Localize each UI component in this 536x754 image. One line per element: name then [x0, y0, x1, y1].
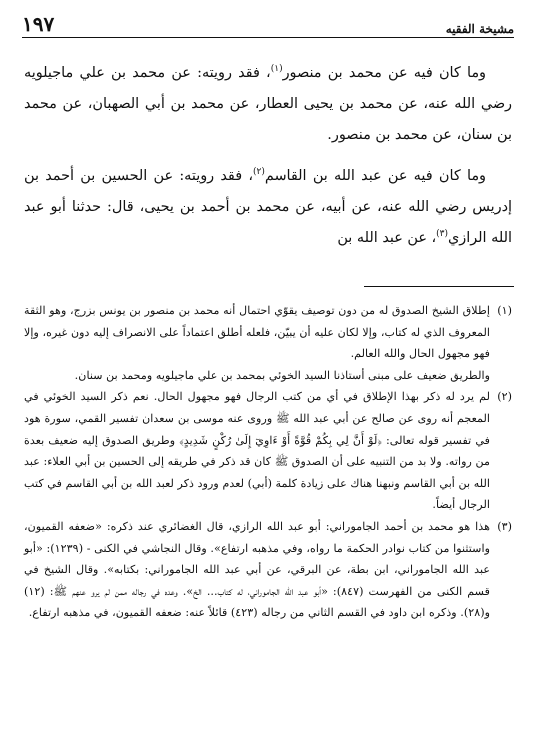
footnote-reference: (١) — [270, 64, 283, 75]
paragraph-text: ، فقد رويته: عن الحسين بن أحمد بن إدريس رضي الله عنه، عن أبيه، عن محمد بن أحمد بن يحيى، قال: حدثنا أبو عبد الله الرازي — [24, 168, 512, 246]
paragraph-text: وما كان فيه عن محمد بن منصور — [282, 65, 487, 81]
header-divider — [22, 37, 514, 38]
footnote-text: لم يرد له ذكر بهذا الإطلاق في أي من كتب الرجال فهو مجهول الحال. نعم ذكر السيد الخوئي في المعجم أنه روى عن صالح عن أبي عبد الله ﷺ وروى عنه موسى بن سعدان تفسير القمي، سورة هود في تفسير قوله تعالى: ﴿لَوْ أَنَّ لِي بِكُمْ قُوَّةً أَوْ ءَاوِيٓ إِلَىٰ رُكْنٍ شَدِيدٍ﴾ وطريق الصدوق إليه ضعيف بعدة من رواته. ولا بد من التنبيه على أن الصدوق ﷺ كان قد ذكر في طريقه إلى الحسين بن أبي العلاء: عبد الله بن أبي القاسم ونبهنا هناك على زيادة كلمة (أبي) لعدم ورود ذكر لعبد الله بن أبي القاسم في كتب الرجال أيضاً. — [24, 390, 490, 512]
footnote — [24, 386, 512, 516]
footnote-continuation: والطريق ضعيف على مبنى أستاذنا السيد الخوئي بمحمد بن علي ماجيلويه ومحمد بن سنان. — [74, 368, 490, 382]
footnote-marker: (٣) — [497, 519, 512, 533]
footnote-text: هذا هو محمد بن أحمد الجاموراني: أبو عبد الله الرازي، قال الغضائري عند ذكره: «ضعفه القميون، واستثنوا من كتاب نوادر الحكمة ما رواه، وفي مذهبه ارتفاع». وقال النجاشي في الكنى - (١٢٣٩): «أبو عبد الله الجاموراني، ابن بطة، عن البرقي، عن أبي عبد الله الجاموراني: بكتابه». وقال الشيخ في قسم الكنى من الفهرست (٨٤٧): «أبو عبد الله الجاموراني، له كتاب... الخ». وعده في رجاله ممن لم يرو عنهم ﷺ: (١٢) و(٢٨). وذكره ابن داود في القسم الثاني من رجاله (٤٢٣) قائلاً عنه: ضعفه القميون، في مذهبه ارتفاع. — [24, 519, 490, 620]
footnote-reference: (٢) — [253, 167, 265, 178]
footnote-text: إطلاق الشيخ الصدوق له من دون توصيف يقوّي احتمال أنه محمد بن منصور بن يونس بزرج، وهو الثقة المعروف الذي له كتاب، وإلا لكان عليه أن يبيّن، فلعله أطلق اعتماداً على الانصراف إليه دون غيره، وإلا فهو مجهول الحال والله العالم. — [24, 304, 490, 361]
main-text — [24, 58, 512, 264]
footnote-marker: (١) — [497, 304, 512, 317]
main-paragraph — [24, 58, 512, 151]
paragraph-text: وما كان فيه عن عبد الله بن القاسم — [264, 168, 486, 184]
main-paragraph — [24, 161, 512, 254]
footnote — [24, 300, 512, 386]
footnote-divider — [364, 286, 514, 287]
footnote — [24, 516, 512, 624]
footnotes — [24, 300, 512, 624]
paragraph-text: ، فقد رويته: عن محمد بن علي ماجيلويه رضي الله عنه، عن محمد بن يحيى العطار، عن محمد بن أبي الصهبان، عن محمد بن سنان، عن محمد بن منصور. — [24, 65, 512, 143]
page-header — [22, 10, 514, 36]
footnote-reference: (٣) — [436, 229, 449, 240]
running-title: مشيخة الفقيه — [445, 22, 514, 36]
page-number: ١٩٧ — [22, 12, 55, 36]
footnote-marker: (٢) — [497, 390, 512, 404]
paragraph-text: ، عن عبد الله بن — [337, 230, 437, 246]
